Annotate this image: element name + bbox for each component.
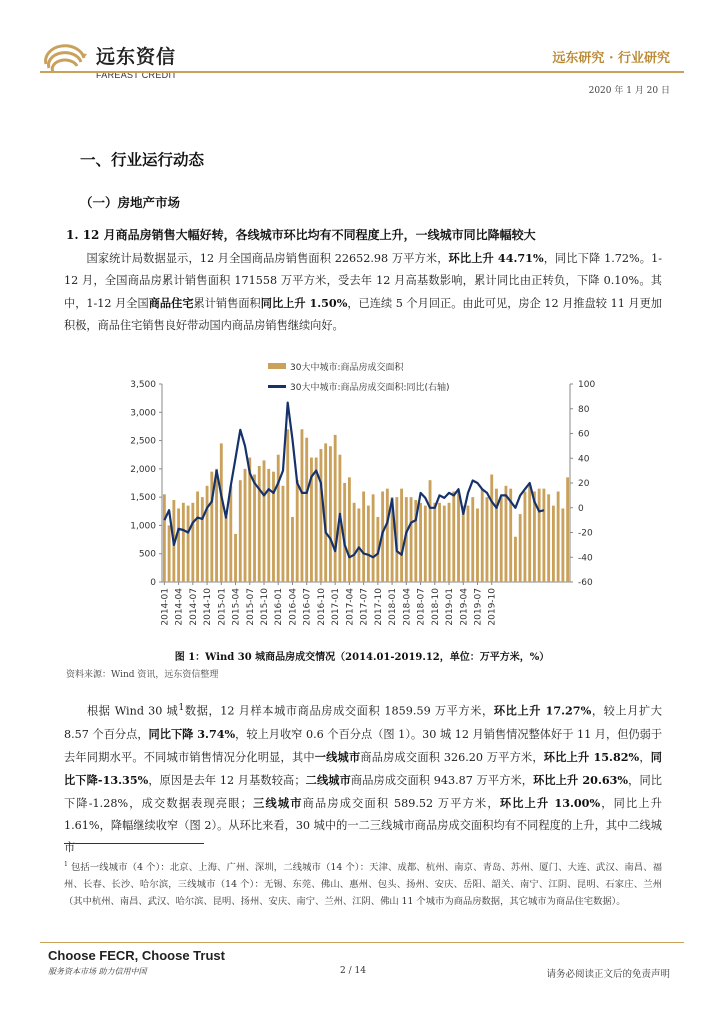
bar (547, 494, 550, 582)
x-tick-label: 2014-04 (174, 588, 185, 626)
x-tick-label: 2016-04 (288, 588, 299, 626)
y-right-tick-label: 0 (578, 503, 584, 514)
bar (196, 491, 199, 582)
bar (452, 491, 455, 582)
bar (225, 517, 228, 582)
bar (263, 460, 266, 582)
bar (163, 494, 166, 582)
x-tick-label: 2016-07 (302, 588, 313, 626)
bar (524, 491, 527, 582)
footnote-divider (64, 843, 204, 844)
bar (486, 497, 489, 582)
bar (329, 446, 332, 582)
x-tick-label: 2016-01 (274, 588, 285, 626)
bar (296, 480, 299, 582)
x-tick-label: 2014-07 (188, 588, 199, 626)
bar (467, 506, 470, 582)
y-left-tick-label: 2,500 (130, 436, 156, 447)
bar (234, 534, 237, 582)
bar (438, 503, 441, 582)
subsection-heading: （一）房地产市场 (80, 195, 181, 210)
y-left-tick-label: 2,000 (130, 464, 156, 475)
bar (514, 537, 517, 582)
bar (286, 429, 289, 582)
footer-slogan-cn: 服务资本市场 助力信用中国 (48, 967, 147, 976)
y-right-tick-label: 20 (578, 479, 590, 489)
y-left-tick-label: 1,000 (130, 521, 156, 532)
bar (462, 506, 465, 582)
figure-source: 资料来源：Wind 资讯，远东资信整理 (66, 670, 219, 680)
bar (500, 497, 503, 582)
bar (305, 438, 308, 582)
bar (561, 508, 564, 582)
bar (429, 480, 432, 582)
x-tick-label: 2018-01 (388, 588, 399, 626)
bar (519, 514, 522, 582)
topic-heading: 1. 12 月商品房销售大幅好转，各线城市环比均有不同程度上升，一线城市同比降幅较大 (66, 228, 536, 242)
bar (291, 517, 294, 582)
y-right-tick-label: 60 (578, 429, 590, 440)
bar (353, 503, 356, 582)
bar (277, 455, 280, 582)
footer-divider (40, 942, 684, 943)
y-left-tick-label: 3,500 (130, 380, 156, 390)
bar (424, 506, 427, 582)
x-tick-label: 2019-10 (487, 588, 498, 626)
figure-caption: 图 1：Wind 30 城商品房成交情况（2014.01-2019.12，单位：万平方米，%） (174, 652, 550, 663)
report-date: 2020 年 1 月 20 日 (588, 86, 670, 96)
bar (357, 508, 360, 582)
bar (182, 503, 185, 582)
bar (476, 508, 479, 582)
y-left-tick-label: 0 (150, 578, 156, 588)
section-heading: 一、行业运行动态 (80, 150, 205, 169)
x-tick-label: 2017-07 (359, 588, 370, 626)
y-right-tick-label: -20 (578, 528, 593, 539)
bar (282, 486, 285, 582)
x-tick-label: 2017-01 (331, 588, 342, 626)
bar (433, 503, 436, 582)
bar (301, 429, 304, 582)
legend-label: 30大中城市:商品房成交面积 (290, 362, 404, 373)
bar (566, 477, 569, 582)
bar (168, 525, 171, 582)
bar (272, 472, 275, 582)
bar (400, 489, 403, 582)
bar (542, 489, 545, 582)
y-right-tick-label: 80 (578, 404, 590, 415)
x-tick-label: 2019-04 (459, 588, 470, 626)
x-tick-label: 2015-10 (260, 588, 270, 626)
bar (528, 486, 531, 582)
bar (490, 475, 493, 582)
disclaimer-note: 请务必阅读正文后的免责声明 (546, 969, 670, 980)
x-tick-label: 2015-04 (231, 588, 242, 626)
bar (334, 435, 337, 582)
bar (448, 503, 451, 582)
y-left-tick-label: 1,500 (130, 493, 156, 504)
x-tick-label: 2014-01 (160, 588, 171, 626)
bar (419, 503, 422, 582)
y-left-tick-label: 500 (138, 549, 156, 560)
bar (187, 506, 190, 582)
x-tick-label: 2018-07 (416, 588, 427, 626)
x-tick-label: 2018-10 (430, 588, 441, 626)
y-right-tick-label: 100 (578, 380, 596, 390)
bar (201, 497, 204, 582)
logo-text-cn: 远东资信 (96, 46, 177, 68)
bar (362, 491, 365, 582)
y-right-tick-label: 40 (578, 454, 590, 465)
bar (229, 486, 232, 582)
bar (348, 477, 351, 582)
bar (552, 506, 555, 582)
bar (481, 489, 484, 582)
logo-text-en: FAREAST CREDIT (96, 70, 178, 80)
x-tick-label: 2017-04 (345, 588, 356, 626)
bar (557, 491, 560, 582)
x-tick-label: 2015-01 (217, 588, 228, 626)
x-tick-label: 2019-07 (473, 588, 484, 626)
bar (320, 449, 323, 582)
bar (386, 489, 389, 582)
footnote: $^1$ 包括一线城市（4 个）：北京、上海、广州、深圳，二线城市（14 个）：天津、成都、杭州、南京、青岛、苏州、厦门、大连、武汉、南昌、福州、长春、长沙、哈尔滨，三线城市（14 个）：无锡、东莞、佛山、惠州、包头、扬州、安庆、岳阳、韶关、南宁、江阴、昆明、石家庄、兰州（其中杭州、南昌、武汉、哈尔滨、昆明、扬州、安庆、南宁、兰州、江阴、佛山 11 个城市为商品房数据，其它城市为商品住宅数据）。 (64, 861, 662, 908)
x-tick-label: 2017-10 (373, 588, 384, 626)
x-tick-label: 2015-07 (245, 588, 256, 626)
bar (505, 486, 508, 582)
bar (267, 469, 270, 582)
footer-slogan: Choose FECR, Choose Trust (48, 948, 225, 963)
bar (244, 469, 247, 582)
bar (220, 443, 223, 582)
bar (253, 475, 256, 582)
bar (471, 497, 474, 582)
x-tick-label: 2019-01 (445, 588, 456, 626)
bar (239, 480, 242, 582)
report-category: 远东研究 · 行业研究 (552, 51, 670, 66)
bar (457, 491, 460, 582)
bar (215, 469, 218, 582)
bar (367, 506, 370, 582)
bar (206, 486, 209, 582)
paragraph-national-sales: 国家统计局数据显示，12 月全国商品房销售面积 22652.98 万平方米，环比上升 44.71%，同比下降 1.72%。1-12 月，全国商品房累计销售面积 171558 万平方米，受去年 12 月高基数影响，累计同比由正转负，下降 0.10%。其中，1-12 月全国商品住宅累计销售面积同比上升 1.50%，已连续 5 个月回正。由此可见，房企 12 月推盘较 11 月更加积极，商品住宅销售良好带动国内商品房销售继续向好。 (64, 251, 662, 332)
bar (410, 497, 413, 582)
legend-label: 30大中城市:商品房成交面积:同比(右轴) (290, 382, 450, 393)
page-number: 2 / 14 (340, 966, 366, 976)
x-tick-label: 2014-10 (203, 588, 214, 626)
y-left-tick-label: 3,000 (130, 408, 156, 419)
bar (443, 506, 446, 582)
bar (258, 466, 261, 582)
y-right-tick-label: -40 (578, 553, 593, 564)
x-tick-label: 2018-04 (402, 588, 413, 626)
bar (372, 494, 375, 582)
bar (538, 489, 541, 582)
y-right-tick-label: -60 (578, 578, 593, 588)
x-tick-label: 2016-10 (316, 588, 327, 626)
paragraph-30-cities: 根据 Wind 30 城$^1$数据，12 月样本城市商品房成交面积 1859.59 万平方米，环比上升 17.27%，较上月扩大 8.57 个百分点，同比下降 3.74%，较上月收窄 0.6 个百分点（图 1）。30 城 12 月销售情况整体好于 11 月，但仍弱于去年同期水平。不同城市销售情况分化明显，其中一线城市商品房成交面积 326.20 万平方米，环比上升 15.82%，同比下降-13.35%，原因是去年 12 月基数较高；二线城市商品房成交面积 943.87 万平方米，环比上升 20.63%，同比下降-1.28%，成交数据表现亮眼；三线城市商品房成交面积 589.52 万平方米，环比上升 13.00%，同比上升 1.61%，降幅继续收窄（图 2）。从环比来看，30 城中的一二三线城市商品房成交面积均有不同程度的上升，其中二线城市 (64, 702, 663, 854)
bar (177, 508, 180, 582)
bar (191, 503, 194, 582)
